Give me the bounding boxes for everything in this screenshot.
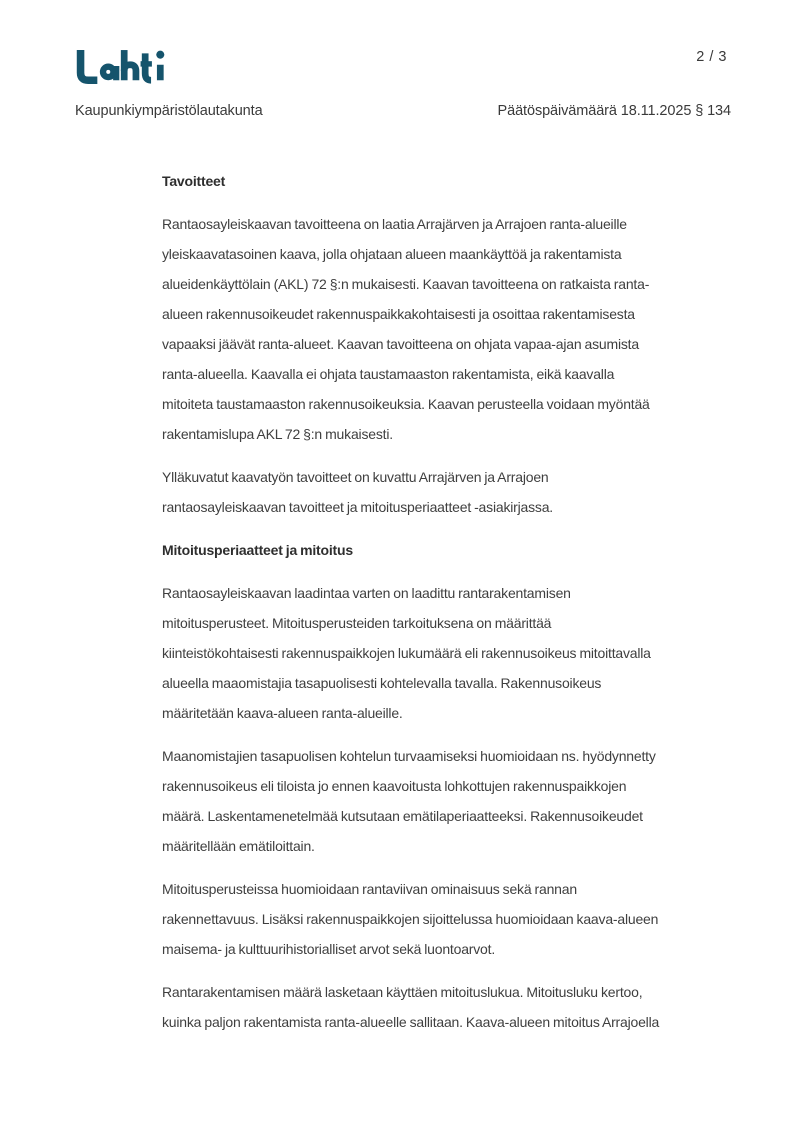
lahti-logo-icon: [73, 44, 167, 88]
text-line: ranta-alueella. Kaavalla ei ohjata taustamaaston rakentamista, eikä kaavalla: [162, 366, 615, 382]
paragraph: [162, 462, 747, 522]
text-line: mitoitusperusteet. Mitoitusperusteiden tarkoituksena on määrittää: [162, 615, 552, 631]
text-line: määrä. Laskentamenetelmää kutsutaan emätilaperiaatteeksi. Rakennusoikeudet: [162, 808, 643, 824]
text-line: yleiskaavatasoinen kaava, jolla ohjataan alueen maankäyttöä ja rakentamista: [162, 246, 622, 262]
page-number: 2 / 3: [696, 49, 727, 65]
text-line: Rantaosayleiskaavan tavoitteena on laatia Arrajärven ja Arrajoen ranta-alueille: [162, 216, 627, 232]
text-line: Mitoitusperusteissa huomioidaan rantaviivan ominaisuus sekä rannan: [162, 881, 577, 897]
paragraph: [162, 741, 747, 861]
text-line: kuinka paljon rakentamista ranta-alueelle sallitaan. Kaava-alueen mitoitus Arrajoella: [162, 1014, 660, 1030]
lahti-logo: [73, 44, 167, 88]
document-header: [75, 103, 731, 119]
text-line: rakennettavuus. Lisäksi rakennuspaikkojen sijoittelussa huomioidaan kaava-alueen: [162, 911, 659, 927]
text-line: Maanomistajien tasapuolisen kohtelun turvaamiseksi huomioidaan ns. hyödynnetty: [162, 748, 656, 764]
committee-name: Kaupunkiympäristölautakunta: [75, 103, 263, 119]
text-line: rakennusoikeus eli tiloista jo ennen kaavoitusta lohkottujen rakennuspaikkojen: [162, 778, 627, 794]
section-heading: Tavoitteet: [162, 173, 226, 189]
document-body: [162, 166, 747, 1050]
text-line: määritetään kaava-alueen ranta-alueille.: [162, 705, 403, 721]
section-heading: Mitoitusperiaatteet ja mitoitus: [162, 542, 353, 558]
text-line: Rantarakentamisen määrä lasketaan käyttäen mitoituslukua. Mitoitusluku kertoo,: [162, 984, 643, 1000]
text-line: alueella maaomistajia tasapuolisesti kohtelevalla tavalla. Rakennusoikeus: [162, 675, 602, 691]
text-line: Rantaosayleiskaavan laadintaa varten on laadittu rantarakentamisen: [162, 585, 571, 601]
text-line: rantaosayleiskaavan tavoitteet ja mitoitusperiaatteet -asiakirjassa.: [162, 499, 553, 515]
text-line: Ylläkuvatut kaavatyön tavoitteet on kuvattu Arrajärven ja Arrajoen: [162, 469, 549, 485]
text-line: maisema- ja kulttuurihistorialliset arvot sekä luontoarvot.: [162, 941, 496, 957]
text-line: määritellään emätiloittain.: [162, 838, 315, 854]
text-line: rakentamislupa AKL 72 §:n mukaisesti.: [162, 426, 393, 442]
text-line: alueen rakennusoikeudet rakennuspaikkakohtaisesti ja osoittaa rakentamisesta: [162, 306, 635, 322]
text-line: mitoiteta taustamaaston rakennusoikeuksia. Kaavan perusteella voidaan myöntää: [162, 396, 650, 412]
text-line: kiinteistökohtaisesti rakennuspaikkojen lukumäärä eli rakennusoikeus mitoittavalla: [162, 645, 651, 661]
decision-date: Päätöspäivämäärä 18.11.2025 § 134: [497, 103, 731, 119]
paragraph: [162, 977, 747, 1037]
paragraph: [162, 874, 747, 964]
text-line: vapaaksi jäävät ranta-alueet. Kaavan tavoitteena on ohjata vapaa-ajan asumista: [162, 336, 639, 352]
text-line: alueidenkäyttölain (AKL) 72 §:n mukaisesti. Kaavan tavoitteena on ratkaista ranta-: [162, 276, 650, 292]
paragraph: [162, 209, 747, 449]
paragraph: [162, 578, 747, 728]
